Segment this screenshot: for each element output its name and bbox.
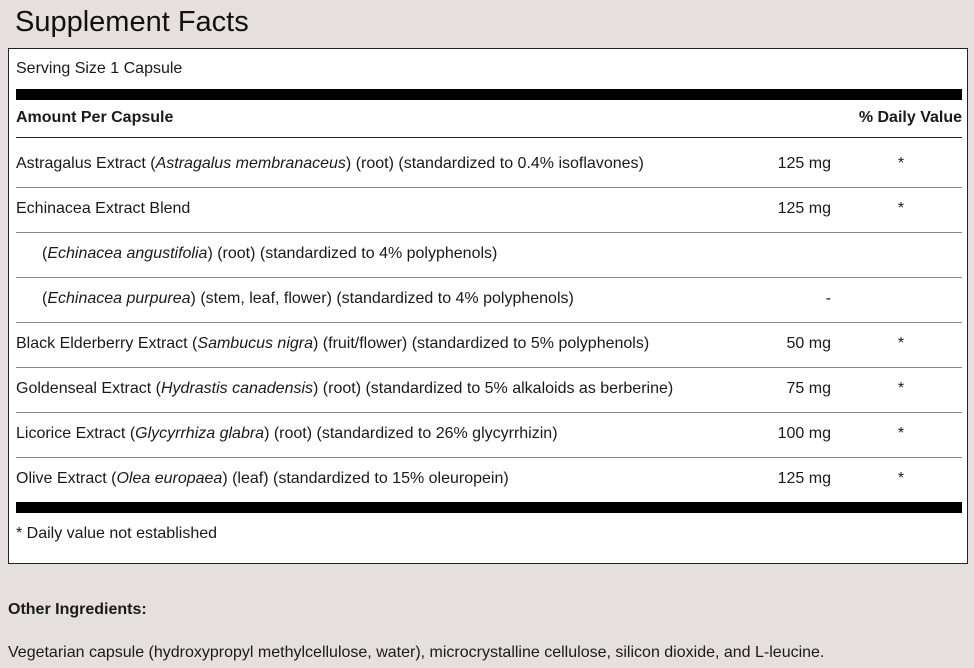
thick-divider-bottom [16, 502, 962, 513]
ingredient-name [16, 334, 649, 354]
ingredient-daily-value: * [897, 380, 905, 397]
ingredient-name-text: ) (root) (standardized to 4% polyphenols) [207, 245, 498, 262]
ingredient-latin-name: Astragalus membranaceus [155, 155, 346, 172]
daily-value-footnote: * Daily value not established [16, 525, 218, 542]
ingredient-latin-name: Olea europaea [116, 470, 223, 487]
ingredient-row [16, 323, 962, 368]
ingredient-name-text: ( [42, 245, 48, 262]
ingredient-row [16, 233, 962, 278]
other-ingredients-text: Vegetarian capsule (hydroxypropyl methylcellulose, water), microcrystalline cellulose, silicon dioxide, and L-leucine. [8, 644, 825, 661]
table-header [16, 100, 962, 138]
ingredient-row [16, 188, 962, 233]
ingredient-row [16, 278, 962, 323]
ingredient-name [16, 424, 558, 444]
ingredient-latin-name: Glycyrrhiza glabra [135, 425, 265, 442]
thick-divider-top [16, 89, 962, 100]
amount-per-capsule-heading: Amount Per Capsule [16, 109, 174, 126]
ingredient-row [16, 368, 962, 413]
ingredient-list [16, 143, 962, 503]
ingredient-latin-name: Hydrastis canadensis [160, 380, 314, 397]
ingredient-name-text: Licorice Extract ( [16, 425, 136, 442]
ingredient-latin-name: Sambucus nigra [197, 335, 314, 352]
page-title: Supplement Facts [15, 6, 249, 38]
ingredient-name-text: Echinacea Extract Blend [16, 200, 191, 217]
supplement-facts-panel [8, 48, 968, 564]
ingredient-name [16, 469, 509, 489]
ingredient-amount: 75 mg [786, 380, 831, 397]
ingredient-row [16, 143, 962, 188]
ingredient-name-text: ) (stem, leaf, flower) (standardized to 4% polyphenols) [190, 290, 574, 307]
ingredient-name-text: ) (leaf) (standardized to 15% oleuropein) [222, 470, 509, 487]
ingredient-name [42, 289, 574, 309]
ingredient-amount: 100 mg [777, 425, 831, 442]
ingredient-row [16, 413, 962, 458]
daily-value-heading: % Daily Value [858, 109, 962, 126]
ingredient-daily-value: * [897, 335, 905, 352]
ingredient-name-text: ( [42, 290, 48, 307]
ingredient-amount: 50 mg [786, 335, 831, 352]
ingredient-name [16, 379, 673, 399]
ingredient-name-text: Astragalus Extract ( [16, 155, 156, 172]
other-ingredients-label: Other Ingredients: [8, 601, 147, 618]
ingredient-row [16, 458, 962, 503]
ingredient-name-text: ) (root) (standardized to 26% glycyrrhizin) [264, 425, 558, 442]
ingredient-daily-value: * [897, 470, 905, 487]
ingredient-latin-name: Echinacea purpurea [47, 290, 191, 307]
ingredient-daily-value: * [897, 155, 905, 172]
ingredient-name [42, 244, 497, 264]
ingredient-name-text: Olive Extract ( [16, 470, 117, 487]
ingredient-amount: 125 mg [777, 155, 831, 172]
serving-size: Serving Size 1 Capsule [16, 60, 183, 77]
ingredient-name [16, 154, 644, 174]
ingredient-daily-value: * [897, 200, 905, 217]
ingredient-name-text: ) (fruit/flower) (standardized to 5% polyphenols) [313, 335, 650, 352]
ingredient-name-text: ) (root) (standardized to 5% alkaloids as berberine) [313, 380, 674, 397]
ingredient-latin-name: Echinacea angustifolia [47, 245, 208, 262]
ingredient-daily-value: * [897, 425, 905, 442]
ingredient-amount: 125 mg [777, 200, 831, 217]
ingredient-name-text: Goldenseal Extract ( [16, 380, 161, 397]
ingredient-amount: 125 mg [777, 470, 831, 487]
ingredient-name-text: ) (root) (standardized to 0.4% isoflavones) [345, 155, 644, 172]
ingredient-amount: - [825, 290, 831, 307]
ingredient-name [16, 199, 190, 219]
ingredient-name-text: Black Elderberry Extract ( [16, 335, 198, 352]
